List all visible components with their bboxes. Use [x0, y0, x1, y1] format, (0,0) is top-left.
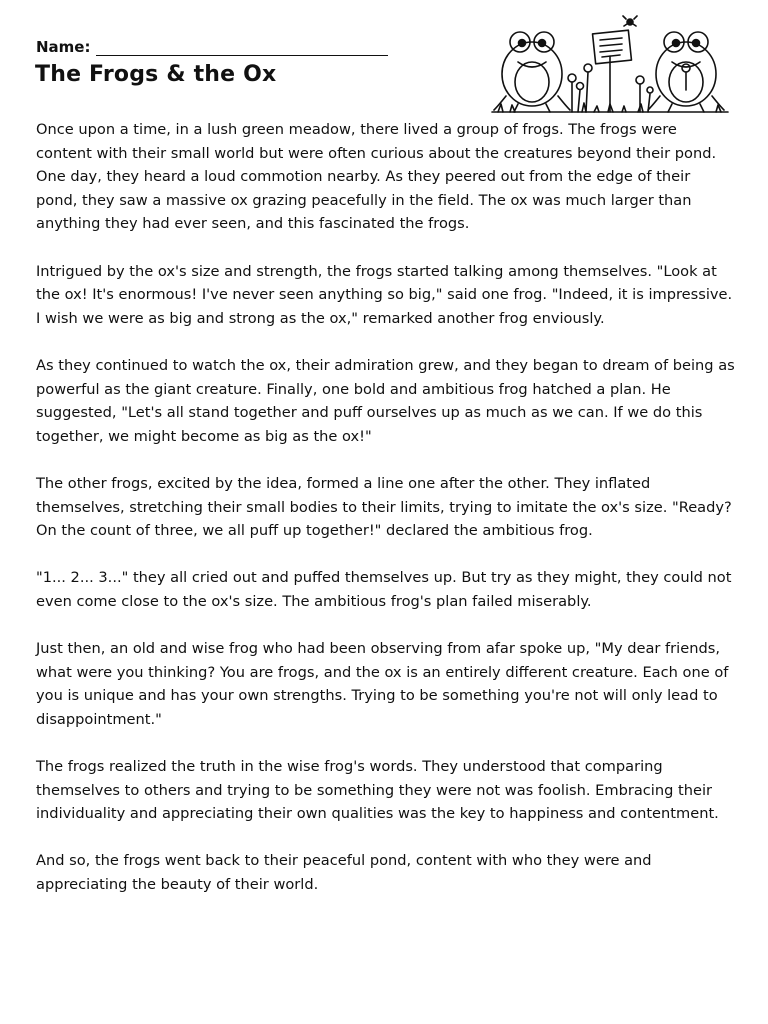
story-paragraph: Just then, an old and wise frog who had been observing from afar spoke up, "My dear friends, what were you thinking? You are frogs, and the ox is an entirely different creature. Each one of you is unique and has your own strengths. Trying to be something you're not will only lead to disappointment."	[36, 640, 729, 728]
name-field	[36, 38, 388, 56]
story-paragraph: The other frogs, excited by the idea, formed a line one after the other. They inflated themselves, stretching their small bodies to their limits, trying to imitate the ox's size. "Ready? On the count of three, we all puff up together!" declared the ambitious frog.	[36, 474, 732, 540]
name-blank-line	[96, 41, 388, 56]
name-label: Name:	[36, 38, 91, 56]
story-paragraph: Intrigued by the ox's size and strength, the frogs started talking among themselves. "Look at the ox! It's enormous! I've never seen anything so big," said one frog. "Indeed, it is impressive. I wish we were as big and strong as the ox," remarked another frog enviously.	[36, 262, 733, 327]
frogs-clipart-icon	[490, 12, 730, 116]
story-paragraph: The frogs realized the truth in the wise frog's words. They understood that comparing themselves to others and trying to be something they were not was foolish. Embracing their individuality and appreciating their own qualities was the key to happiness and contentment.	[36, 758, 719, 823]
story-paragraph: Once upon a time, in a lush green meadow, there lived a group of frogs. The frogs were content with their small world but were often curious about the creatures beyond their pond. One day, they heard a loud commotion nearby. As they peered out from the edge of their pond, they saw a massive ox grazing peacefully in the field. The ox was much larger than anything they had ever seen, and this fascinated the frogs.	[36, 121, 717, 233]
story-paragraph: "1... 2... 3..." they all cried out and puffed themselves up. But try as they might, they could not even come close to the ox's size. The ambitious frog's plan failed miserably.	[36, 569, 732, 610]
page-title: The Frogs & the Ox	[35, 62, 277, 87]
story-text	[36, 118, 736, 920]
story-paragraph: As they continued to watch the ox, their admiration grew, and they began to dream of being as powerful as the giant creature. Finally, one bold and ambitious frog hatched a plan. He suggested, "Let's all stand together and puff ourselves up as much as we can. If we do this together, we might become as big as the ox!"	[36, 356, 735, 445]
story-paragraph: And so, the frogs went back to their peaceful pond, content with who they were and appreciating the beauty of their world.	[36, 852, 652, 893]
